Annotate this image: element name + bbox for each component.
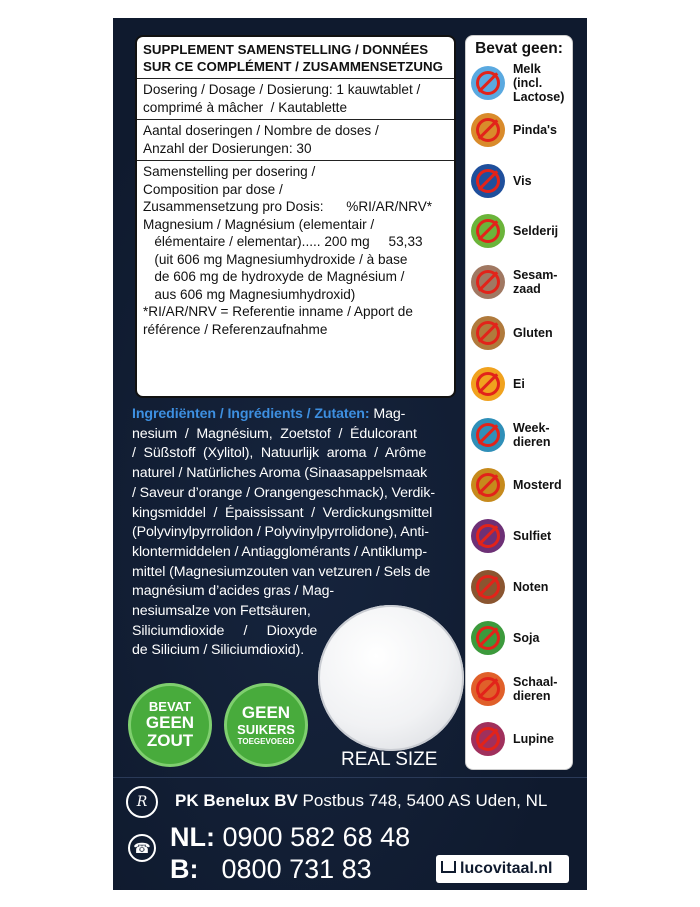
ingredients-line: / Süßstoff (Xylitol), Natuurlijk aroma / Arôme	[132, 445, 427, 462]
supplement-header-line: SUR CE COMPLÉMENT / ZUSAMMENSETZUNG	[143, 59, 443, 74]
composition-line: (uit 606 mg Magnesiumhydroxide / à base	[143, 251, 408, 267]
allergen-label: Sulfiet	[513, 529, 552, 544]
fish-icon	[471, 164, 505, 198]
allergen-item	[471, 164, 571, 198]
tablet-image	[318, 605, 464, 751]
nuts-icon	[471, 570, 505, 604]
servings-row	[137, 120, 454, 161]
egg-icon	[471, 367, 505, 401]
crustacean-icon	[471, 672, 505, 706]
company-address: Postbus 748, 5400 AS Uden, NL	[302, 791, 548, 810]
celery-icon	[471, 214, 505, 248]
badge-text: BEVAT	[148, 699, 192, 714]
supplement-facts-box	[135, 35, 456, 398]
allergen-item	[471, 418, 571, 452]
ingredients-label: Ingrediënten / Ingrédients / Zutaten:	[132, 406, 370, 422]
badge-text: GEEN	[241, 702, 291, 722]
phone-nl	[170, 822, 410, 853]
allergen-item	[471, 468, 571, 502]
ingredients-line: nesium / Magnésium, Zoetstof / Édulcorant	[132, 425, 417, 442]
allergen-label: Vis	[513, 173, 532, 188]
composition-line: aus 606 mg Magnesiumhydroxid)	[143, 286, 356, 302]
mustard-icon	[471, 468, 505, 502]
allergen-item	[471, 570, 571, 604]
badge-text: GEEN	[145, 713, 195, 732]
allergen-item	[471, 367, 571, 401]
allergen-label: Week- dieren	[513, 420, 551, 449]
allergen-item	[471, 214, 571, 248]
allergen-label: Mosterd	[513, 478, 562, 493]
composition-row	[137, 161, 454, 341]
mollusc-icon	[471, 418, 505, 452]
phone-nl-label: NL:	[170, 822, 215, 852]
phone-b-number: 0800 731 83	[221, 854, 372, 884]
ingredients-line: de Silicium / Siliciumdioxid).	[132, 642, 305, 659]
allergen-label: Melk (incl. Lactose)	[513, 62, 565, 104]
allergen-item	[471, 113, 571, 147]
composition-line: Composition par dose /	[143, 181, 283, 197]
ingredients-line: mittel (Magnesiumzouten van vetzuren / Sels de	[132, 563, 431, 580]
allergen-label: Selderij	[513, 224, 559, 239]
supplement-header-line: SUPPLEMENT SAMENSTELLING / DONNÉES	[143, 42, 429, 57]
allergen-item	[471, 621, 571, 655]
composition-line: Zusammensetzung pro Dosis: %RI/AR/NRV*	[143, 199, 433, 214]
allergen-title: Bevat geen:	[475, 40, 563, 57]
composition-line: Samenstelling per dosering /	[143, 164, 316, 179]
ingredients-line: / Saveur d’orange / Orangengeschmack), Verdik-	[132, 484, 435, 501]
allergen-label: Pinda's	[513, 122, 557, 137]
badge-text: ZOUT	[146, 731, 194, 750]
dosage-line: comprimé à mâcher / Kautablette	[143, 99, 347, 115]
phone-b	[170, 854, 372, 885]
allergen-item	[471, 519, 571, 553]
allergen-label: Noten	[513, 580, 549, 594]
ingredients-line: Siliciumdioxide / Dioxyde	[132, 622, 318, 639]
ingredients-line: kingsmiddel / Épaississant / Verdickungsmittel	[132, 504, 433, 521]
no-salt-badge	[128, 683, 212, 767]
company-name: PK Benelux BV	[175, 791, 298, 810]
composition-line: *RI/AR/NRV = Referentie inname / Apport de	[143, 304, 413, 319]
composition-line: de 606 mg de hydroxyde de Magnésium /	[143, 269, 405, 284]
website-text: lucovitaal.nl	[460, 860, 553, 877]
allergen-label: Sesam- zaad	[513, 268, 558, 297]
sesame-icon	[471, 265, 505, 299]
lupin-icon	[471, 722, 505, 756]
supplement-header	[137, 37, 454, 79]
allergen-label: Lupine	[513, 732, 554, 747]
milk-icon	[471, 66, 505, 100]
badge-text: TOEGEVOEGD	[237, 736, 295, 746]
soy-icon	[471, 621, 505, 655]
sulphite-icon	[471, 519, 505, 553]
composition-line: Magnesium / Magnésium (elementair /	[143, 216, 375, 232]
allergen-item	[471, 62, 571, 104]
phone-icon: ☎	[128, 834, 156, 862]
dosage-row	[137, 79, 454, 120]
ingredients-line: klontermiddelen / Antiagglomérants / Antiklump-	[132, 543, 427, 560]
ingredients-line: nesiumsalze von Fettsäuren,	[132, 603, 311, 620]
dosage-line: Dosering / Dosage / Dosierung: 1 kauwtablet /	[143, 82, 421, 97]
company-info	[175, 791, 547, 811]
badge-text: SUIKERS	[237, 721, 295, 737]
allergen-label: Schaal- dieren	[513, 674, 558, 703]
composition-line: élémentaire / elementar)..... 200 mg 53,33	[143, 234, 423, 249]
footer-divider	[113, 777, 587, 778]
phone-nl-number: 0900 582 68 48	[222, 822, 411, 852]
allergen-free-list	[465, 35, 573, 770]
allergen-item	[471, 316, 571, 350]
allergen-label: Ei	[513, 376, 525, 391]
website-link[interactable]	[436, 855, 569, 883]
servings-line: Aantal doseringen / Nombre de doses /	[143, 123, 379, 138]
ingredients-line: naturel / Natürliches Aroma (Sinaasappelsmaak	[132, 465, 428, 482]
peanut-icon	[471, 113, 505, 147]
allergen-label: Soja	[513, 630, 540, 645]
ingredients-line: (Polyvinylpyrrolidon / Polyvinylpyrrolidone), Anti-	[132, 524, 429, 541]
composition-line: référence / Referenzaufnahme	[143, 321, 328, 337]
company-logo-icon: R	[126, 786, 158, 818]
allergen-label: Gluten	[513, 326, 553, 340]
allergen-item	[471, 265, 571, 299]
allergen-item	[471, 672, 571, 706]
wheat-icon	[471, 316, 505, 350]
ingredients-line: Mag-	[369, 406, 406, 422]
ingredients-line: magnésium d’acides gras / Mag-	[132, 583, 335, 600]
real-size-label: REAL SIZE	[341, 749, 438, 770]
no-added-sugar-badge	[224, 683, 308, 767]
cart-icon	[441, 861, 456, 873]
allergen-item	[471, 722, 571, 756]
phone-b-label: B:	[170, 854, 199, 884]
servings-line: Anzahl der Dosierungen: 30	[143, 140, 312, 156]
